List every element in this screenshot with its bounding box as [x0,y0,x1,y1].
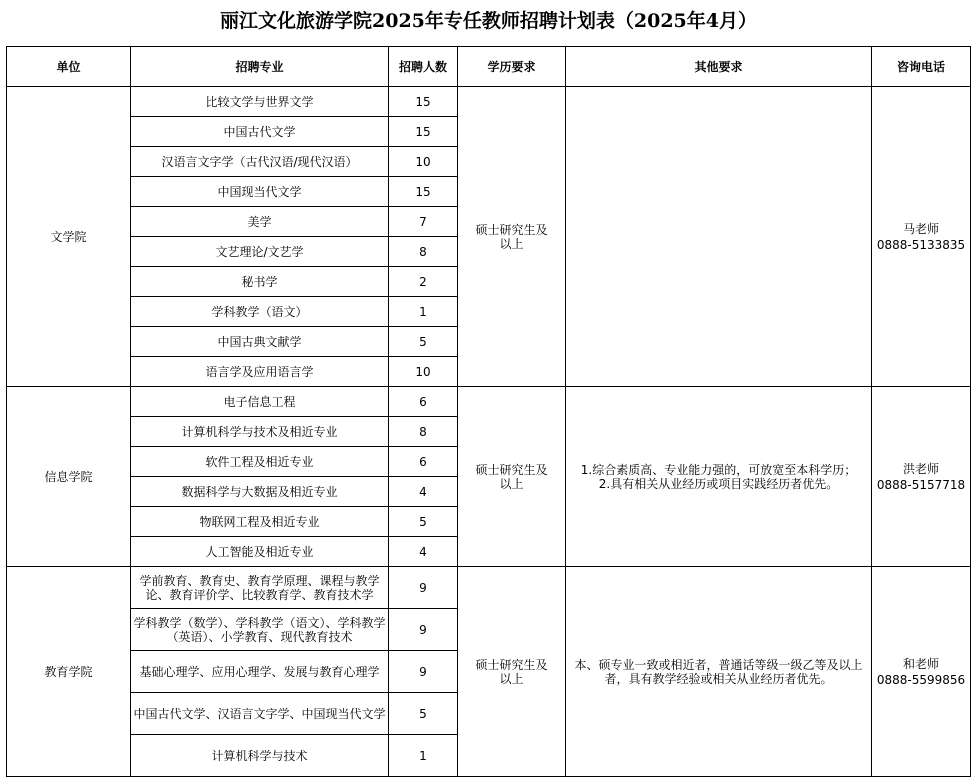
major-cell: 电子信息工程 [131,387,389,417]
major-cell: 汉语言文字学（古代汉语/现代汉语） [131,147,389,177]
major-cell: 学科教学（语文） [131,297,389,327]
education-cell: 硕士研究生及以上 [458,387,566,567]
count-cell: 5 [389,507,458,537]
count-cell: 7 [389,207,458,237]
major-cell: 基础心理学、应用心理学、发展与教育心理学 [131,651,389,693]
contact-phone: 0888-5599856 [876,672,966,687]
count-cell: 15 [389,87,458,117]
contact-phone: 0888-5133835 [876,237,966,252]
count-cell: 10 [389,147,458,177]
contact-name: 洪老师 [902,461,939,476]
count-cell: 9 [389,651,458,693]
count-cell: 15 [389,177,458,207]
count-cell: 5 [389,327,458,357]
major-cell: 美学 [131,207,389,237]
major-cell: 中国古典文献学 [131,327,389,357]
count-cell: 6 [389,447,458,477]
major-cell: 中国现当代文学 [131,177,389,207]
major-cell: 比较文学与世界文学 [131,87,389,117]
unit-cell: 教育学院 [7,567,131,777]
education-cell: 硕士研究生及以上 [458,567,566,777]
header-phone: 咨询电话 [872,47,971,87]
major-cell: 秘书学 [131,267,389,297]
major-cell: 学前教育、教育史、教育学原理、课程与教学论、教育评价学、比较教育学、教育技术学 [131,567,389,609]
header-other: 其他要求 [566,47,872,87]
count-cell: 5 [389,693,458,735]
header-unit: 单位 [7,47,131,87]
header-count: 招聘人数 [389,47,458,87]
major-cell: 计算机科学与技术及相近专业 [131,417,389,447]
table-row [7,567,971,609]
unit-cell: 文学院 [7,87,131,387]
other-requirements-cell [566,87,872,387]
count-cell: 8 [389,417,458,447]
count-cell: 15 [389,117,458,147]
table-header-row [7,47,971,87]
count-cell: 9 [389,567,458,609]
count-cell: 6 [389,387,458,417]
other-requirements-cell: 1.综合素质高、专业能力强的，可放宽至本科学历； 2.具有相关从业经历或项目实践经历者优先。 [566,387,872,567]
count-cell: 4 [389,477,458,507]
major-cell: 中国古代文学、汉语言文字学、中国现当代文学 [131,693,389,735]
contact-name: 和老师 [902,656,939,671]
page-title: 丽江文化旅游学院2025年专任教师招聘计划表（2025年4月） [220,10,757,32]
count-cell: 10 [389,357,458,387]
count-cell: 1 [389,735,458,777]
count-cell: 4 [389,537,458,567]
count-cell: 9 [389,609,458,651]
major-cell: 中国古代文学 [131,117,389,147]
count-cell: 8 [389,237,458,267]
major-cell: 文艺理论/文艺学 [131,237,389,267]
count-cell: 2 [389,267,458,297]
major-cell: 计算机科学与技术 [131,735,389,777]
table-row [7,387,971,417]
contact-phone: 0888-5157718 [876,477,966,492]
recruitment-plan-table [6,46,971,777]
major-cell: 学科教学（数学）、学科教学（语文）、学科教学（英语）、小学教育、现代教育技术 [131,609,389,651]
other-requirements-cell: 本、硕专业一致或相近者，普通话等级一级乙等及以上者，具有教学经验或相关从业经历者优先。 [566,567,872,777]
major-cell: 物联网工程及相近专业 [131,507,389,537]
contact-cell [872,87,971,387]
header-education: 学历要求 [458,47,566,87]
contact-cell [872,567,971,777]
major-cell: 人工智能及相近专业 [131,537,389,567]
unit-cell: 信息学院 [7,387,131,567]
major-cell: 语言学及应用语言学 [131,357,389,387]
contact-name: 马老师 [902,221,939,236]
education-cell: 硕士研究生及以上 [458,87,566,387]
contact-cell [872,387,971,567]
major-cell: 软件工程及相近专业 [131,447,389,477]
header-major: 招聘专业 [131,47,389,87]
count-cell: 1 [389,297,458,327]
major-cell: 数据科学与大数据及相近专业 [131,477,389,507]
table-row [7,87,971,117]
